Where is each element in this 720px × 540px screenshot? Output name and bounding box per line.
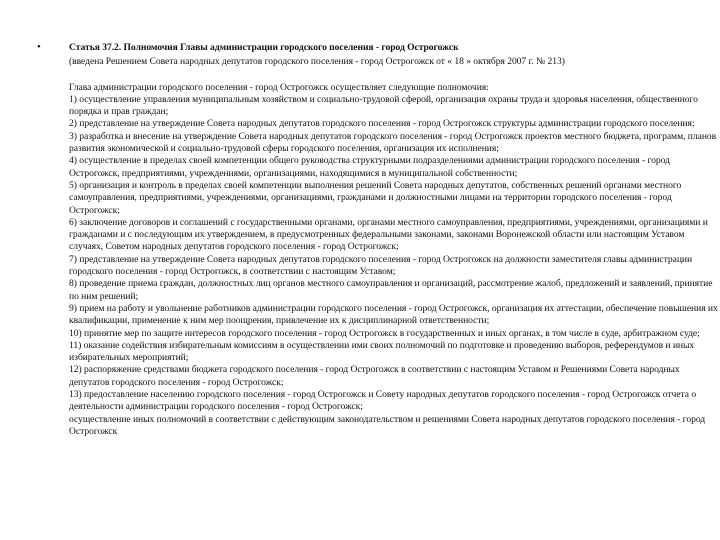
power-item-9: 9) прием на работу и увольнение работников администрации городского поселения - город Острогожск, организация их аттестации, обеспечение повышения их квалификации, применение к ним мер поощрения, привлечение их к дисциплинарной ответственности; (69, 302, 718, 327)
intro-paragraph: Глава администрации городского поселения - город Острогожск осуществляет следующие полномочия: (69, 81, 489, 93)
list-bullet: • (37, 41, 41, 53)
power-item-other: осуществление иных полномочий в соответствии с действующим законодательством и решениями Совета народных депутатов городского поселения - город Острогожск (69, 413, 706, 437)
power-item-12: 12) распоряжение средствами бюджета городского поселения - город Острогожск в соответствии с настоящим Уставом и Решениями Совета народных депутатов городского поселения - город Острогожск; (69, 364, 680, 388)
document-body (69, 42, 719, 438)
power-item-10: 10) принятие мер по защите интересов городского поселения - город Острогожск в государственных и иных органах, в том числе в суде, арбитражном суде; (69, 327, 700, 339)
power-item-5: 5) организация и контроль в пределах своей компетенции выполнения решений Совета народных депутатов, собственных решений органами местного самоуправления, предприятиями, учреждениями, организациями, гражданами и должностными лицами на территории городского поселения - город Острогожск; (69, 179, 682, 216)
article-amendment-note: (введена Решением Совета народных депутатов городского поселения - город Острогожск от « 18 » октября 2007 г. № 213) (69, 56, 565, 68)
power-item-1: 1) осуществление управления муниципальным хозяйством и социально-трудовой сферой, организация охраны труда и здоровья населения, общественного порядка и прав граждан; (69, 93, 698, 118)
power-item-4: 4) осуществление в пределах своей компетенции общего руководства структурными подразделениями администрации городского поселения - город Острогожск, предприятиями, учреждениями, организациями, находящимися в муниципальной собственности; (69, 155, 670, 179)
power-item-13: 13) предоставление населению городского поселения - город Острогожск и Совету народных депутатов городского поселения - город Острогожск отчета о деятельности администрации городского поселения - город Острогожск; (69, 389, 697, 413)
power-item-2: 2) представление на утверждение Совета народных депутатов городского поселения - город Острогожск структуры администрации городского поселения; (69, 118, 695, 130)
paragraph-gap (69, 69, 719, 82)
power-item-3: 3) разработка и внесение на утверждение Совета народных депутатов городского поселения - город Острогожск проектов местного бюджета, программ, планов развития экономической и социально-трудовой сферы городского поселения, организация их исполнения; (69, 130, 717, 155)
power-item-6: 6) заключение договоров и соглашений с государственными органами, органами местного самоуправления, предприятиями, учреждениями, организациями и гражданами и с последующим их утверждением, в предусмотренных федеральными законами, законами Воронежской области или настоящим Уставом случаях, Советом народных депутатов городского поселения - город Острогожск; (69, 216, 708, 253)
power-item-8: 8) проведение приема граждан, должностных лиц органов местного самоуправления и организаций, рассмотрение жалоб, предложений и заявлений, принятие по ним решений; (69, 278, 713, 302)
power-item-7: 7) представление на утверждение Совета народных депутатов городского поселения - город Острогожск на должности заместителя главы администрации городского поселения - город Острогожск, в соответствии с настоящим Уставом; (69, 253, 693, 278)
power-item-11: 11) оказание содействия избирательным комиссиям в осуществлении ими своих полномочий по подготовке и проведению выборов, референдумов и иных избирательных мероприятий; (69, 339, 695, 364)
article-title: Статья 37.2. Полномочия Главы администрации городского поселения - город Острогожск (69, 42, 459, 53)
